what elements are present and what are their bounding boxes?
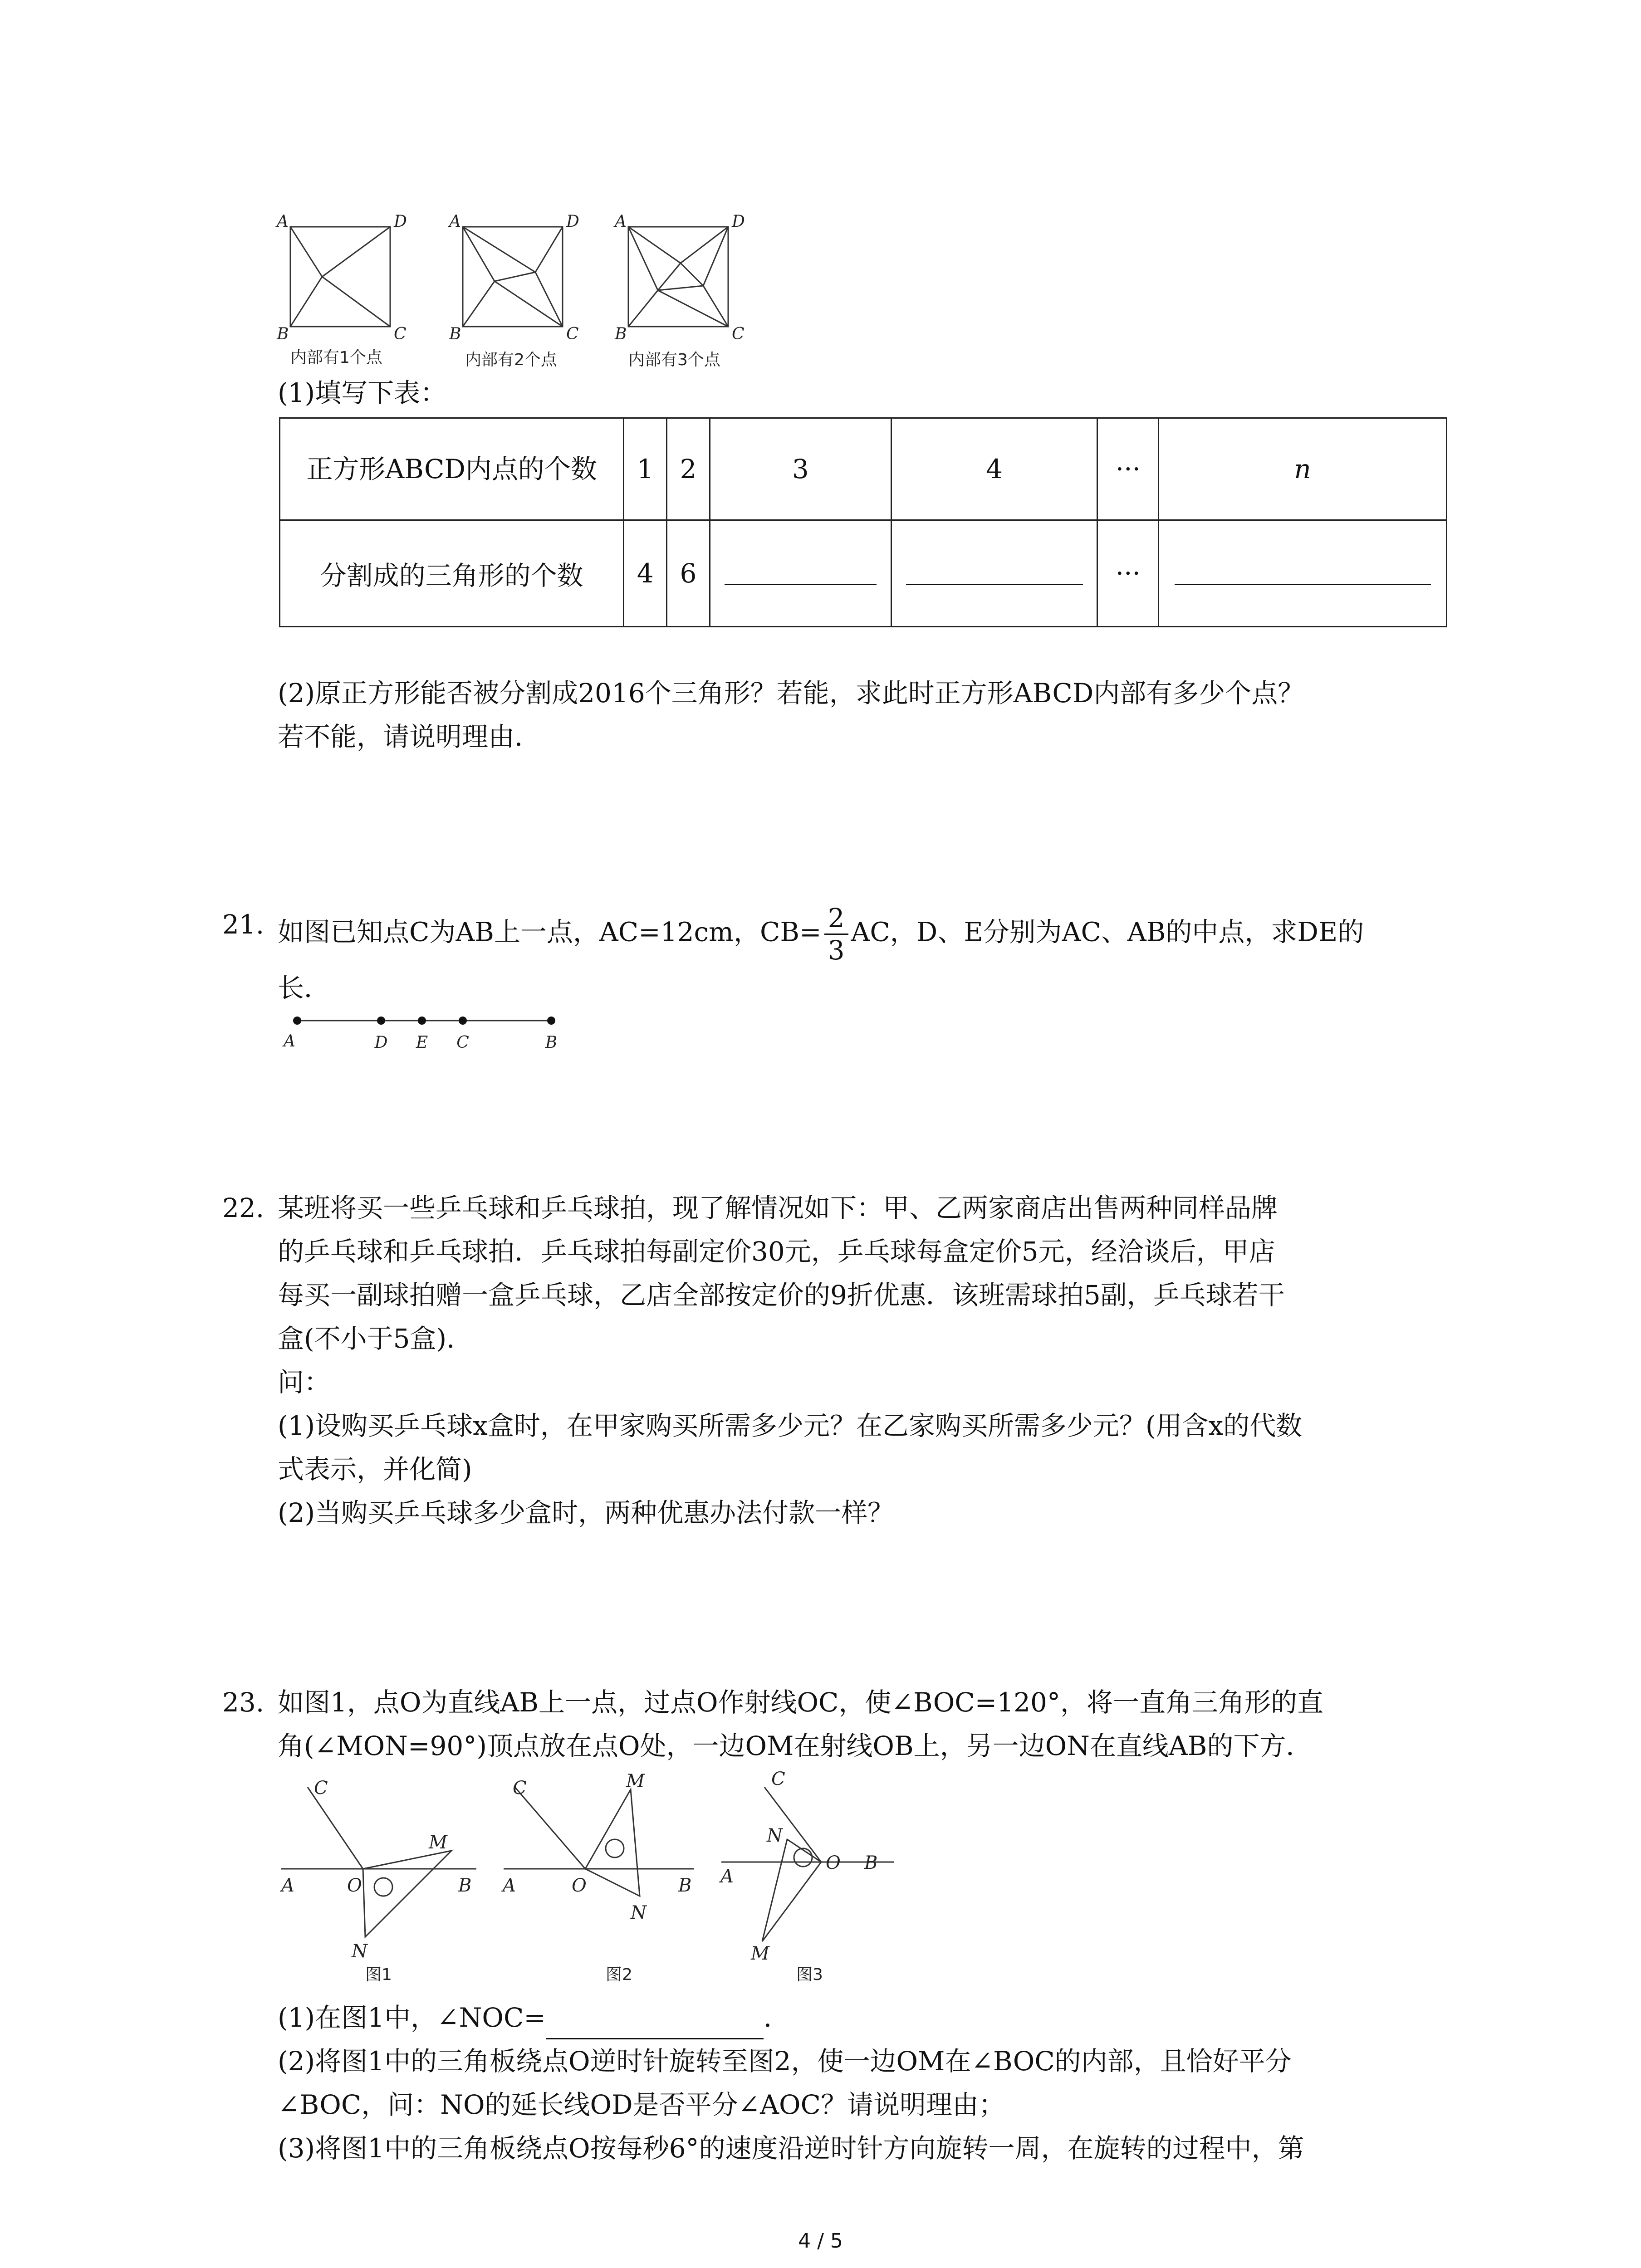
q21-text-a: 如图已知点C为AB上一点，AC=12cm，CB= bbox=[278, 916, 822, 948]
q22-number: 22. bbox=[222, 1193, 265, 1223]
fig2-label-c: C bbox=[513, 1778, 527, 1799]
sq1-label-b: B bbox=[277, 325, 289, 343]
row2-cell: 4 bbox=[624, 520, 667, 627]
answer-blank[interactable] bbox=[725, 566, 877, 585]
noc-answer-blank[interactable] bbox=[546, 2011, 764, 2039]
row2-cell: ··· bbox=[1097, 520, 1159, 627]
row1-cell: ··· bbox=[1097, 418, 1159, 520]
fig1-label-c: C bbox=[314, 1778, 328, 1799]
fraction-denominator: 3 bbox=[828, 935, 845, 966]
sq3-label-d: D bbox=[732, 213, 745, 231]
q21-line2: 长． bbox=[278, 973, 331, 1003]
q23-part2-line2: ∠BOC，问：NO的延长线OD是否平分∠AOC？请说明理由； bbox=[278, 2089, 1005, 2120]
sq3-caption: 内部有3个点 bbox=[628, 351, 720, 369]
sq2-label-c: C bbox=[566, 325, 579, 343]
fig3-label-m: M bbox=[751, 1943, 769, 1964]
figure-1 bbox=[272, 1774, 485, 1982]
q20-part1: (1)填写下表： bbox=[278, 377, 447, 408]
q21-number: 21. bbox=[222, 909, 265, 940]
q20-part2-line1: (2)原正方形能否被分割成2016个三角形？若能，求此时正方形ABCD内部有多少个点？ bbox=[278, 678, 1304, 709]
fig2-label-n: N bbox=[631, 1902, 647, 1923]
sq2-label-b: B bbox=[449, 325, 461, 343]
point-c bbox=[459, 1017, 467, 1025]
label-b: B bbox=[545, 1033, 558, 1052]
q23-number: 23. bbox=[222, 1687, 265, 1718]
sq1-label-a: A bbox=[277, 213, 289, 231]
fraction-two-thirds bbox=[824, 903, 848, 966]
q22-line: 问： bbox=[278, 1367, 331, 1398]
row2-blank-cell[interactable] bbox=[710, 520, 891, 627]
q22-line: 的乒乓球和乒乓球拍．乒乓球拍每副定价30元，乒乓球每盒定价5元，经洽谈后，甲店 bbox=[278, 1236, 1275, 1267]
row2-blank-cell[interactable] bbox=[891, 520, 1097, 627]
figure-2 bbox=[495, 1774, 708, 1982]
table-row-points bbox=[280, 418, 1447, 520]
figure-3 bbox=[712, 1760, 926, 1982]
q23-part3-line1: (3)将图1中的三角板绕点O按每秒6°的速度沿逆时针方向旋转一周，在旋转的过程中，第 bbox=[278, 2133, 1304, 2164]
fig3-label-c: C bbox=[771, 1769, 785, 1789]
fig1-caption: 图1 bbox=[365, 1965, 392, 1982]
q22-line: 盒(不小于5盒)． bbox=[278, 1323, 473, 1354]
label-a: A bbox=[284, 1032, 295, 1051]
q23-part2-line1: (2)将图1中的三角板绕点O逆时针旋转至图2，使一边OM在∠BOC的内部，且恰好平分 bbox=[278, 2046, 1292, 2077]
q23-line1: 如图1，点O为直线AB上一点，过点O作射线OC，使∠BOC=120°，将一直角三角形的直 bbox=[278, 1687, 1323, 1718]
q22-line: (2)当购买乒乓球多少盒时，两种优惠办法付款一样？ bbox=[278, 1497, 894, 1528]
q22-line: (1)设购买乒乓球x盒时，在甲家购买所需多少元？在乙家购买所需多少元？(用含x的代数 bbox=[278, 1410, 1303, 1441]
q23-part1 bbox=[278, 1996, 790, 2039]
row1-cell: 3 bbox=[710, 418, 891, 520]
q21-line1 bbox=[278, 903, 1364, 966]
fig2-label-o: O bbox=[572, 1875, 587, 1896]
q22-line: 某班将买一些乒乓球和乒乓球拍，现了解情况如下：甲、乙两家商店出售两种同样品牌 bbox=[278, 1193, 1278, 1223]
row1-header: 正方形ABCD内点的个数 bbox=[280, 418, 624, 520]
label-e: E bbox=[416, 1033, 428, 1052]
table-row-triangles bbox=[280, 520, 1447, 627]
fig2-label-b: B bbox=[678, 1875, 692, 1896]
sq3-label-b: B bbox=[615, 325, 627, 343]
row1-cell: n bbox=[1159, 418, 1447, 520]
row2-header: 分割成的三角形的个数 bbox=[280, 520, 624, 627]
fig1-label-n: N bbox=[352, 1941, 367, 1962]
q23-part1-end: ． bbox=[763, 2002, 790, 2033]
fig1-label-a: A bbox=[281, 1875, 294, 1896]
fig2-label-a: A bbox=[503, 1875, 516, 1896]
q23-part1-text: (1)在图1中，∠NOC= bbox=[278, 2002, 546, 2033]
label-d: D bbox=[374, 1033, 388, 1052]
row1-cell: 2 bbox=[667, 418, 710, 520]
sq1-label-d: D bbox=[394, 213, 407, 231]
fig3-label-o: O bbox=[826, 1853, 841, 1873]
fig1-label-o: O bbox=[347, 1875, 362, 1896]
fig2-caption: 图2 bbox=[606, 1965, 632, 1982]
point-d bbox=[377, 1017, 385, 1025]
row1-cell: 4 bbox=[891, 418, 1097, 520]
fig1-label-b: B bbox=[458, 1875, 472, 1896]
sq1-label-c: C bbox=[394, 325, 407, 343]
fig1-label-m: M bbox=[429, 1832, 447, 1853]
q22-line: 式表示，并化简) bbox=[278, 1454, 472, 1485]
fill-table bbox=[279, 417, 1447, 627]
answer-blank[interactable] bbox=[906, 566, 1083, 585]
q22-line: 每买一副球拍赠一盒乒乓球，乙店全部按定价的9折优惠．该班需球拍5副，乒乓球若干 bbox=[278, 1280, 1285, 1310]
sq2-label-a: A bbox=[449, 213, 461, 231]
fig3-label-b: B bbox=[864, 1853, 878, 1873]
row2-blank-cell[interactable] bbox=[1159, 520, 1447, 627]
sq3-label-c: C bbox=[732, 325, 745, 343]
q21-text-b: AC，D、E分别为AC、AB的中点，求DE的 bbox=[851, 916, 1364, 948]
answer-blank[interactable] bbox=[1175, 566, 1431, 585]
point-e bbox=[418, 1017, 426, 1025]
fig3-label-a: A bbox=[720, 1866, 734, 1887]
q23-line2: 角(∠MON=90°)顶点放在点O处，一边OM在射线OB上，另一边ON在直线AB的下方． bbox=[278, 1730, 1313, 1761]
fig3-caption: 图3 bbox=[796, 1965, 823, 1982]
sq2-label-d: D bbox=[566, 213, 579, 231]
sq1-caption: 内部有1个点 bbox=[290, 348, 382, 367]
sq3-label-a: A bbox=[615, 213, 627, 231]
page-number: 4 / 5 bbox=[798, 2229, 843, 2253]
fraction-numerator: 2 bbox=[824, 903, 848, 935]
fig2-label-m: M bbox=[626, 1774, 645, 1792]
fig3-label-n: N bbox=[767, 1825, 783, 1846]
row1-cell: 1 bbox=[624, 418, 667, 520]
point-b bbox=[547, 1017, 555, 1025]
row2-cell: 6 bbox=[667, 520, 710, 627]
sq2-caption: 内部有2个点 bbox=[465, 351, 557, 369]
q20-part2-line2: 若不能，请说明理由． bbox=[278, 721, 541, 752]
segment-figure bbox=[277, 1009, 572, 1055]
point-a bbox=[293, 1017, 301, 1025]
squares-figure bbox=[272, 213, 771, 376]
label-c: C bbox=[456, 1033, 469, 1052]
